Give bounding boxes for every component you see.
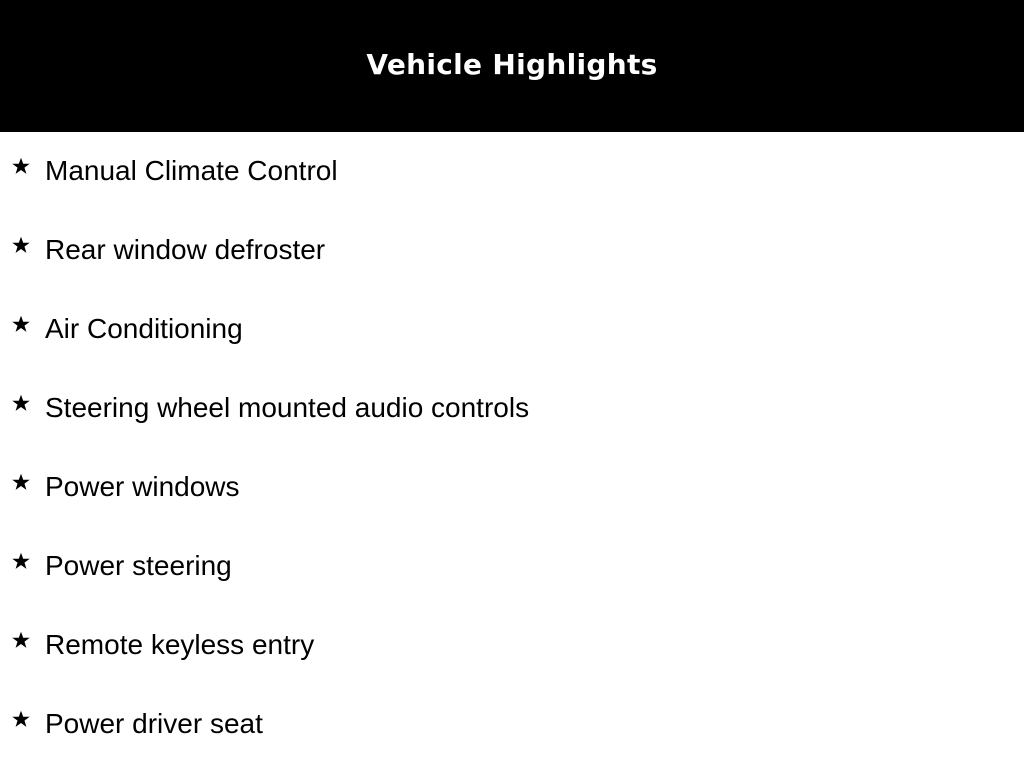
list-item	[0, 290, 1024, 369]
list-item-label: Manual Climate Control	[45, 155, 338, 186]
page-title: Vehicle Highlights	[366, 47, 658, 81]
list-item	[0, 369, 1024, 448]
star-icon	[10, 629, 32, 651]
list-item-label: Steering wheel mounted audio controls	[45, 392, 530, 423]
highlights-list	[0, 132, 1024, 764]
star-icon	[10, 234, 32, 256]
star-icon	[10, 708, 32, 730]
list-item	[0, 527, 1024, 606]
list-item-label: Power windows	[45, 471, 240, 502]
list-item	[0, 685, 1024, 764]
star-icon	[10, 313, 32, 335]
list-item-label: Air Conditioning	[45, 313, 243, 344]
star-icon	[10, 392, 32, 414]
list-item-label: Power driver seat	[45, 708, 263, 739]
star-icon	[10, 155, 32, 177]
list-item	[0, 132, 1024, 211]
list-item-label: Remote keyless entry	[45, 629, 315, 660]
header-bar	[0, 0, 1024, 132]
list-item	[0, 211, 1024, 290]
list-item-label: Rear window defroster	[45, 234, 326, 265]
star-icon	[10, 550, 32, 572]
star-icon	[10, 471, 32, 493]
list-item	[0, 448, 1024, 527]
list-item-label: Power steering	[45, 550, 232, 581]
list-item	[0, 606, 1024, 685]
